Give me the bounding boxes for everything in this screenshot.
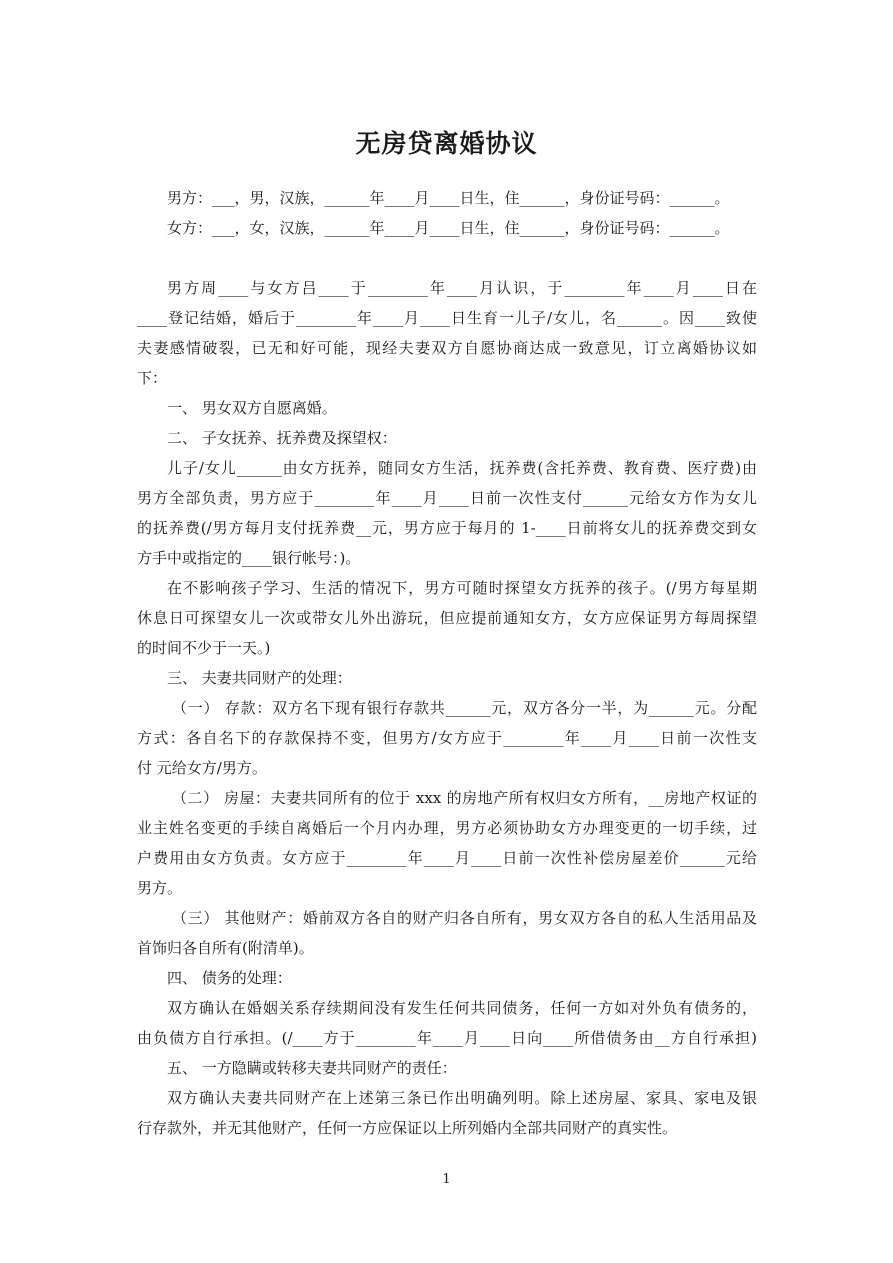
text-line: 方式：各自名下的存款保持不变，但男方/女方应于________年____月____日前一次性支: [137, 729, 757, 747]
text-line: 方手中或指定的____银行帐号：)。: [137, 549, 361, 567]
text-line: 女方：___，女，汉族，______年____月____日生，住______，身份证号码：______。: [167, 219, 730, 237]
text-line: （一） 存款：双方名下现有银行存款共______元，双方各分一半，为______元。分配: [172, 699, 757, 717]
page-number: 1: [442, 1172, 451, 1187]
text-line: 在不影响孩子学习、生活的情况下，男方可随时探望女方抚养的孩子。(/男方每星期: [167, 579, 757, 597]
text-line: 男方全部负责，男方应于________年____月____日前一次性支付______元给女方作为女儿: [137, 489, 757, 507]
text-line: 户费用由女方负责。女方应于________年____月____日前一次性补偿房屋差价______元给: [137, 849, 757, 867]
text-line: 夫妻感情破裂，已无和好可能，现经夫妻双方自愿协商达成一致意见，订立离婚协议如: [137, 339, 757, 357]
text-line: 四、 债务的处理：: [167, 969, 292, 987]
text-line: 双方确认在婚姻关系存续期间没有发生任何共同债务，任何一方如对外负有债务的，: [167, 999, 757, 1017]
text-line: 首饰归各自所有(附清单)。: [137, 939, 314, 957]
text-line: 二、 子女抚养、抚养费及探望权：: [167, 429, 397, 447]
text-line: 的抚养费(/男方每月支付抚养费__元，男方应于每月的 1-____日前将女儿的抚养费交到女: [137, 519, 757, 537]
text-line: 的时间不少于一天。): [137, 639, 271, 657]
text-line: 五、 一方隐瞒或转移夫妻共同财产的责任：: [167, 1059, 457, 1077]
text-line: 男方。: [137, 879, 183, 897]
text-line: ____登记结婚，婚后于________年____月____日生育一儿子/女儿，名______。因____致使: [137, 309, 757, 327]
text-line: 行存款外，并无其他财产，任何一方应保证以上所列婚内全部共同财产的真实性。: [137, 1119, 678, 1137]
text-line: 由负债方自行承担。(/____方于________年____月____日向____所借债务由__方自行承担): [137, 1029, 757, 1047]
text-line: 休息日可探望女儿一次或带女儿外出游玩，但应提前通知女方，女方应保证男方每周探望: [137, 609, 757, 627]
text-line: 付 元给女方/男方。: [137, 759, 267, 777]
text-line: 三、 夫妻共同财产的处理：: [167, 669, 352, 687]
text-line: 双方确认夫妻共同财产在上述第三条已作出明确列明。除上述房屋、家具、家电及银: [167, 1089, 757, 1107]
document-title: 无房贷离婚协议: [355, 129, 538, 158]
text-line: 男方周____与女方吕____于________年____月认识，于________年____月____日在: [167, 279, 757, 297]
text-line: 男方：___，男，汉族，______年____月____日生，住______，身份证号码：______。: [167, 189, 730, 207]
text-line: 下：: [137, 369, 168, 387]
text-line: 业主姓名变更的手续自离婚后一个月内办理，男方必须协助女方办理变更的一切手续，过: [137, 819, 757, 837]
text-line: （三） 其他财产：婚前双方各自的财产归各自所有，男女双方各自的私人生活用品及: [172, 909, 757, 927]
text-line: 儿子/女儿______由女方抚养，随同女方生活，抚养费(含托养费、教育费、医疗费)由: [167, 459, 757, 477]
text-line: （二） 房屋：夫妻共同所有的位于 xxx 的房地产所有权归女方所有，__房地产权证的: [172, 789, 757, 807]
text-line: 一、 男女双方自愿离婚。: [167, 399, 337, 417]
